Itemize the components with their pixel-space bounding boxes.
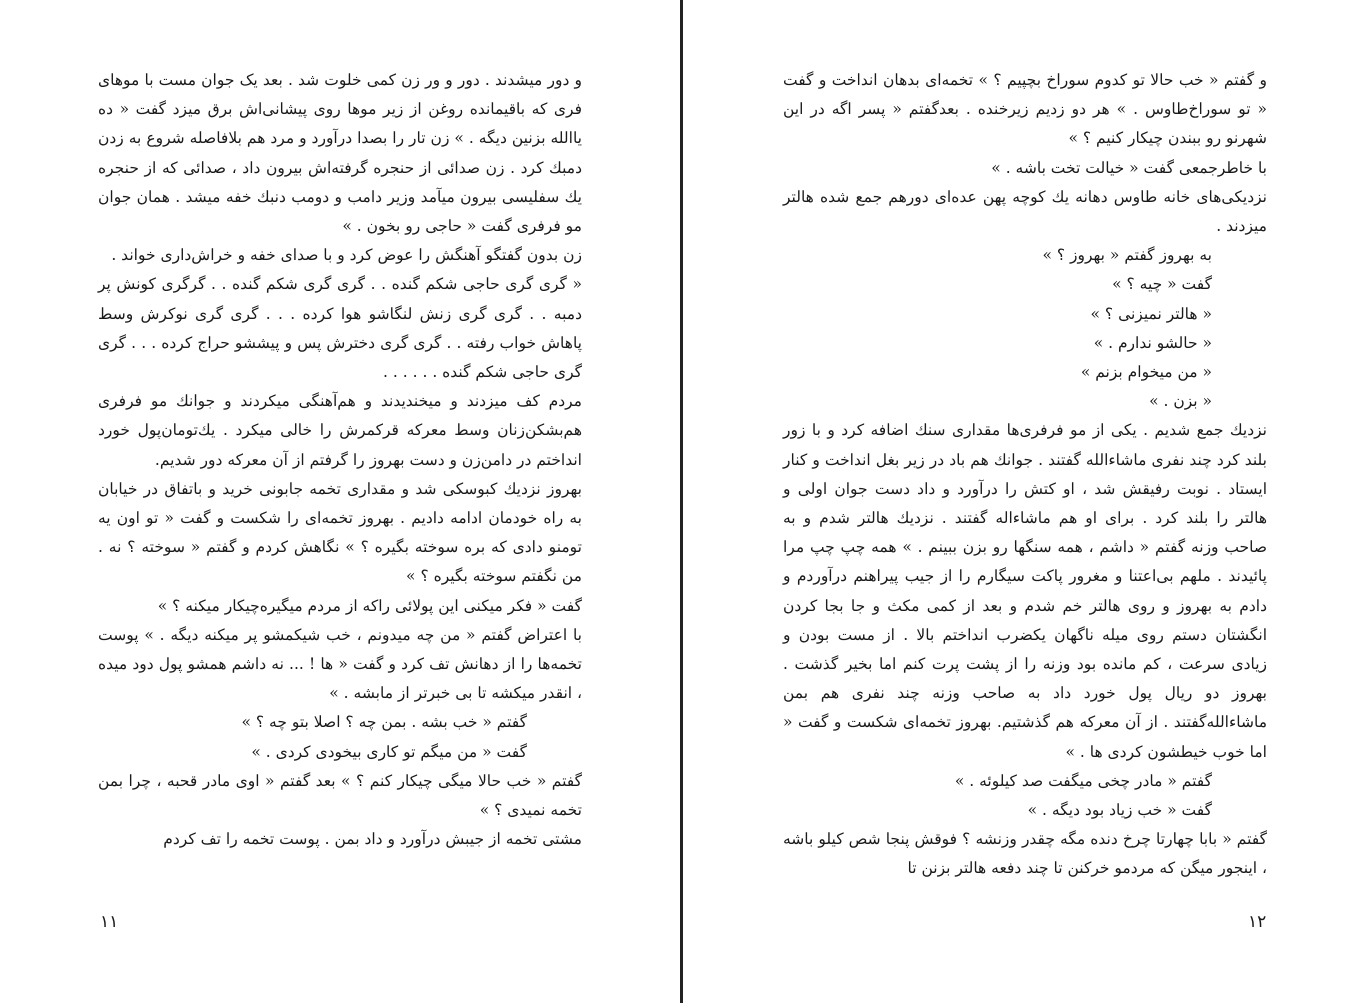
page-number: ۱۲	[1248, 912, 1267, 932]
paragraph: مشتی تخمه از جیبش درآورد و داد بمن . پوست تخمه را تف کردم	[163, 830, 582, 849]
paragraph: گفتم « خب حالا میگی چیکار کنم ؟ » بعد گفتم « اوی مادر قحبه ، چرا بمن تخمه نمیدی ؟ »	[98, 771, 582, 820]
dialog-line: « حالشو ندارم . »	[1093, 333, 1212, 352]
paragraph: مردم کف میزدند و میخندیدند و هم‌آهنگی میکردند و جوانك مو فرفری هم‌بشکن‌زنان وسط معرکه قرکمرش را خالی میکرد . یك‌تومان‌پول خورد انداختم در دامن‌زن و دست بهروز را گرفتم از آن معرکه دور شدیم.	[98, 392, 582, 469]
paragraph: نزدیکی‌های خانه طاوس دهانه یك کوچه پهن عده‌ای دورهم جمع شده هالتر میزدند .	[783, 187, 1267, 236]
dialog-line: گفت « من میگم تو کاری بیخودی کردی . »	[251, 742, 527, 761]
paragraph: زن بدون گفتگو آهنگش را عوض کرد و با صدای خفه و خراش‌داری خواند .	[111, 246, 582, 265]
paragraph: و دور میشدند . دور و ور زن کمی خلوت شد . بعد یک جوان مست با موهای فری که باقیمانده روغن از زیر موها روی پیشانی‌اش برق میزد گفت « ده یاالله بزنین دیگه . » زن تار را بصدا درآورد و مرد هم بلافاصله شروع به زدن دمبك کرد . زن صدائی از حنجره گرفته‌اش بیرون داد ، صدائی که از حنجره یك سفلیسی بیرون میآمد وزیر دامب و دومب دنبك خفه میشد . همان جوان مو فرفری گفت « حاجی رو بخون . »	[98, 71, 582, 236]
paragraph: گفت « فکر میکنی این پولائی راکه از مردم میگیره‌چیکار میکنه ؟ »	[157, 596, 582, 615]
paragraph: بهروز نزدیك کبوسکی شد و مقداری تخمه جابونی خرید و باتفاق در خیابان به راه خودمان ادامه دادیم . بهروز تخمه‌ای را شکست و گفت « تو اون یه تومنو دادی که بره سوخته بگیره ؟ » نگاهش کردم و گفتم « سوخته ؟ نه . من نگفتم سوخته بگیره ؟ »	[98, 479, 582, 586]
paragraph: و گفتم « خب حالا تو کدوم سوراخ بچپیم ؟ » تخمه‌ای بدهان انداخت و گفت « تو سوراخ‌طاوس . » هر دو زدیم زیرخنده . بعدگفتم « پسر اگه در این شهرنو رو ببندن چیکار کنیم ؟ »	[783, 71, 1267, 148]
dialog-line: به بهروز گفتم « بهروز ؟ »	[1042, 246, 1212, 265]
dialog-line: گفتم « مادر چخی میگفت صد کیلوئه . »	[954, 771, 1212, 790]
paragraph: نزدیك جمع شدیم . یکی از مو فرفری‌ها مقداری سنك اضافه کرد و با زور بلند کرد چند نفری ماشاءالله گفتند . جوانك هم باد در زیر بغل انداخت و کنار ایستاد . نوبت رفیقش شد ، او کتش را درآورد و داد دست جوان اولی و هالتر را بلند کرد . برای او هم ماشاءاله گفتند . نزدیك هالتر شدم و به صاحب وزنه گفتم « داشم ، همه سنگها رو بزن ببینم . » همه چپ چپ مرا پائیدند . ملهم بی‌اعتنا و مغرور پاکت سیگارم را از جیب پیراهنم درآوردم و دادم به بهروز و روی هالتر خم شدم و بعد از کمی مکث و جا بجا کردن انگشتان دستم روی میله ناگهان یکضرب انداختم بالا . از مست بودن و زیادی سرعت ، کم مانده بود وزنه را از پشت پرت کنم اما بخیر گذشت . بهروز دو ریال پول خورد داد به صاحب وزنه چند نفری هم بمن ماشاءالله‌گفتند . از آن معرکه هم گذشتیم. بهروز تخمه‌ای شکست و گفت « اما خوب خیطشون کردی ها . »	[783, 421, 1267, 761]
dialog-line: « هالتر نمیزنی ؟ »	[1090, 304, 1212, 323]
right-page-text	[783, 66, 1267, 884]
dialog-line: « من میخوام بزنم »	[1080, 363, 1212, 382]
left-page	[0, 0, 680, 1003]
dialog-line: گفت « چیه ؟ »	[1112, 275, 1212, 294]
dialog-line: « بزن . »	[1149, 392, 1212, 411]
page-number: ۱۱	[100, 912, 119, 932]
right-page	[683, 0, 1366, 1003]
left-page-text	[98, 66, 582, 854]
paragraph: گفتم « بابا چهارتا چرخ دنده مگه چقدر وزنشه ؟ فوقش پنجا شص کیلو باشه ، اینجور میگن که مردمو خرکنن تا چند دفعه هالتر بزنن تا	[783, 830, 1267, 878]
paragraph: با خاطرجمعی گفت « خیالت تخت باشه . »	[991, 158, 1267, 177]
dialog-line: گفت « خب زیاد بود دیگه . »	[1027, 801, 1212, 820]
dialog-line: گفتم « خب بشه . بمن چه ؟ اصلا بتو چه ؟ »	[241, 713, 527, 732]
paragraph: « گری گری حاجی شکم گنده . . گری گری شکم گنده . . گرگری کونش پر دمبه . . گری گری زنش لنگاشو هوا کرده . . . گری گری نوکرش وسط پاهاش خواب رفته . . گری گری دخترش پس و پیششو حراج کرده . . . گری گری حاجی شکم گنده . . . . . .	[98, 275, 582, 382]
paragraph: با اعتراض گفتم « من چه میدونم ، خب شیکمشو پر میکنه دیگه . » پوست تخمه‌ها را از دهانش تف کرد و گفت « ها ! ... نه داشم همشو پول دود میده ، انقدر میکشه تا بی خبرتر از مابشه . »	[98, 625, 582, 703]
